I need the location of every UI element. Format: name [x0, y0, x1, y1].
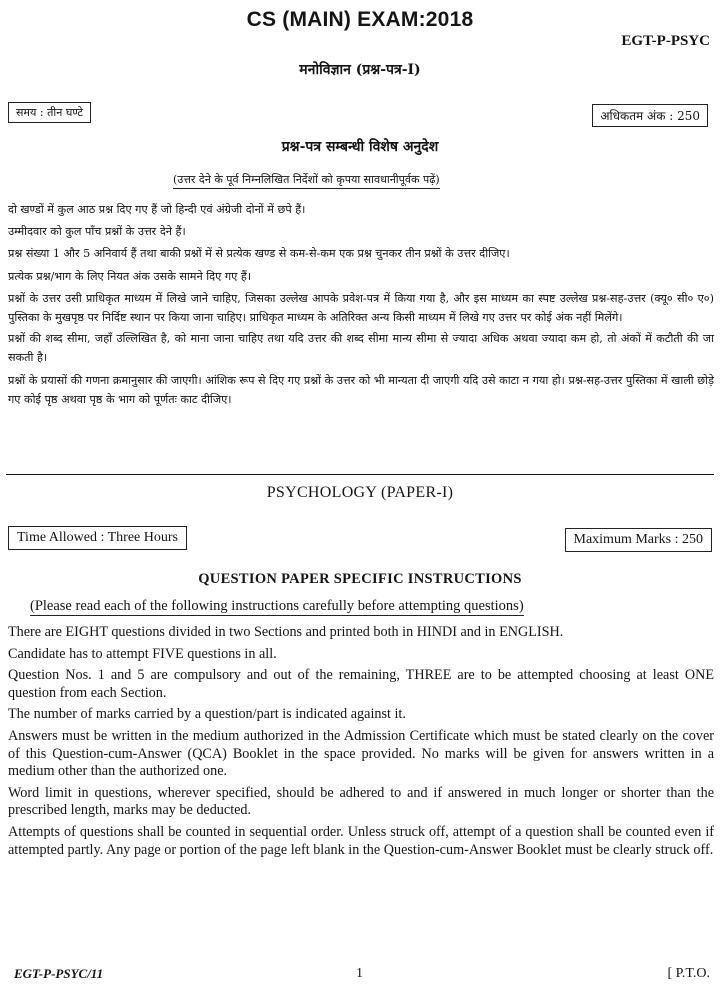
subject-english: PSYCHOLOGY (PAPER-I): [266, 484, 454, 501]
instruction-hindi: प्रत्येक प्रश्न/भाग के लिए नियत अंक उसके सामने दिए गए हैं।: [8, 269, 252, 283]
instruction-english: Answers must be written in the medium authorized in the Admission Certificate which must be stated clearly on the cover of this Question-cum-Answer (QCA) Booklet in the space provided. No marks will be given for answers written in a medium other than the authorized one.: [8, 727, 714, 780]
instruction-english: Question Nos. 1 and 5 are compulsory and out of the remaining, THREE are to be attempted choosing at least ONE question from each Section.: [8, 667, 714, 701]
section-divider: [6, 474, 714, 475]
instructions-heading-english: QUESTION PAPER SPECIFIC INSTRUCTIONS: [198, 571, 522, 587]
instruction-hindi: प्रश्नों की शब्द सीमा, जहाँ उल्लिखित है, को माना जाना चाहिए तथा यदि उत्तर की शब्द सीमा मान्य सीमा से ज्यादा अधिक अथवा ज्यादा कम हो, तो अंकों में कटौती की जा सकती है।: [8, 332, 714, 365]
max-marks-english: Maximum Marks : 250: [565, 528, 713, 552]
time-allowed-english: Time Allowed : Three Hours: [8, 526, 187, 550]
instruction-hindi: दो खण्डों में कुल आठ प्रश्न दिए गए हैं जो हिन्दी एवं अंग्रेजी दोनों में छपे हैं।: [8, 203, 306, 216]
instruction-english: Candidate has to attempt FIVE questions in all.: [8, 645, 277, 662]
instruction-english: Word limit in questions, wherever specified, should be adhered to and if answered in much longer or shorter than the prescribed length, marks may be deducted.: [8, 784, 714, 819]
max-marks-hindi: अधिकतम अंक : 250: [592, 104, 708, 127]
instructions-note-english: (Please read each of the following instructions carefully before attempting questions): [30, 598, 524, 614]
time-allowed-hindi: समय : तीन घण्टे: [8, 102, 91, 123]
instruction-hindi: प्रश्नों के प्रयासों की गणना क्रमानुसार की जाएगी। आंशिक रूप से दिए गए प्रश्नों के उत्तर को भी मान्यता दी जाएगी यदि उसे काटा न गया हो। प्रश्न-सह-उत्तर पुस्तिका में खाली छोड़े गए कोई पृष्ठ अथवा पृष्ठ के भाग को पूर्णतः काट दीजिए।: [8, 373, 714, 406]
instruction-hindi: प्रश्नों के उत्तर उसी प्राधिकृत माध्यम में लिखे जाने चाहिए, जिसका उल्लेख आपके प्रवेश-पत्र में किया गया है, और इस माध्यम का स्पष्ट उल्लेख प्रश्न-सह-उत्तर (क्यू० सी० ए०) पुस्तिका के मुखपृष्ठ पर निर्दिष्ट स्थान पर किया जाना चाहिए। प्राधिकृत माध्यम के अतिरिक्त अन्य किसी माध्यम में लिखे गए उत्तर पर कोई अंक नहीं मिलेंगे।: [8, 291, 714, 325]
instructions-list-english: [8, 624, 714, 863]
instructions-list-hindi: [8, 200, 714, 412]
instruction-english: There are EIGHT questions divided in two Sections and printed both in HINDI and in ENGLISH.: [8, 624, 564, 640]
please-turn-over: [ P.T.O.: [667, 966, 710, 981]
page-number: 1: [356, 966, 363, 981]
instruction-english: The number of marks carried by a question/part is indicated against it.: [8, 706, 406, 723]
instruction-hindi: उम्मीदवार को कुल पाँच प्रश्नों के उत्तर देने हैं।: [8, 225, 186, 239]
instruction-hindi: प्रश्न संख्या 1 और 5 अनिवार्य हैं तथा बाकी प्रश्नों में से प्रत्येक खण्ड से कम-से-कम एक प्रश्न चुनकर तीन प्रश्नों के उत्तर दीजिए।: [8, 247, 510, 261]
exam-title: CS (MAIN) EXAM:2018: [246, 8, 474, 31]
footer-paper-code: EGT-P-PSYC/11: [14, 966, 104, 981]
instructions-heading-hindi: प्रश्न-पत्र सम्बन्धी विशेष अनुदेश: [281, 139, 439, 155]
paper-code: EGT-P-PSYC: [621, 33, 710, 49]
instruction-english: Attempts of questions shall be counted in sequential order. Unless struck off, attempt of a question shall be counted even if attempted partly. Any page or portion of the page left blank in the Question-cum-Answer Booklet must be clearly struck off.: [8, 823, 714, 858]
subject-hindi: मनोविज्ञान (प्रश्न-पत्र-I): [299, 62, 421, 78]
instructions-note-hindi: (उत्तर देने के पूर्व निम्नलिखित निर्देशों को कृपया सावधानीपूर्वक पढ़ें): [173, 172, 440, 189]
